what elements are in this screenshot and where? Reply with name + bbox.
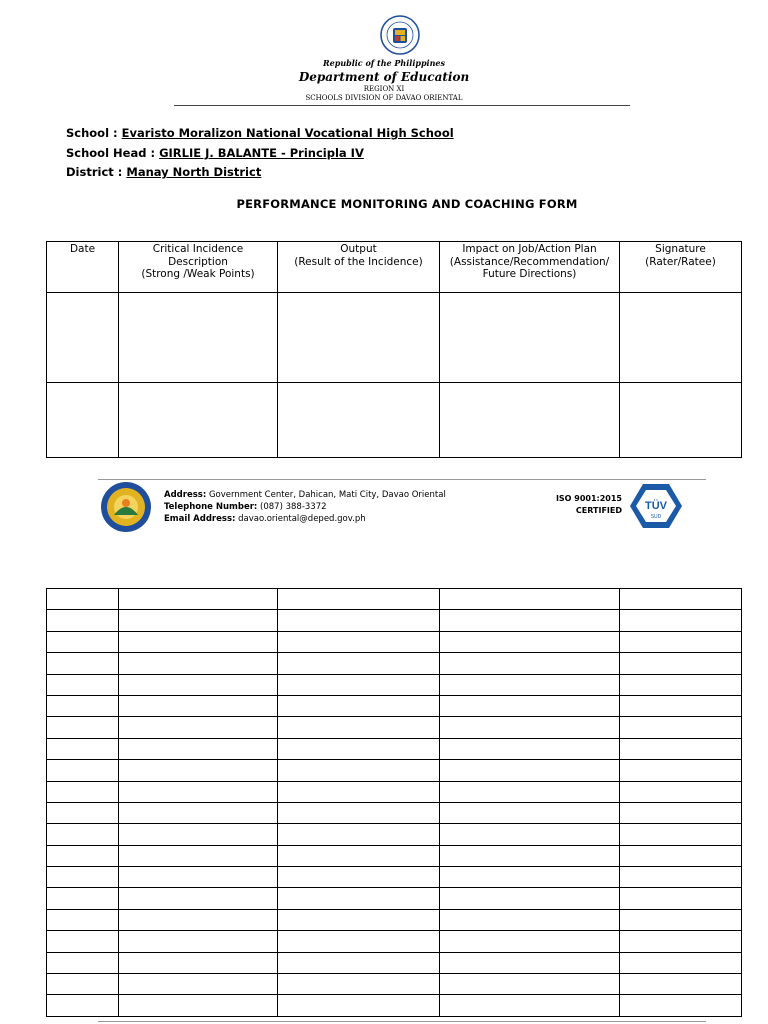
table-cell[interactable]: [620, 717, 742, 738]
table-cell[interactable]: [440, 653, 620, 674]
footer-email: [164, 514, 366, 524]
table-cell[interactable]: [620, 610, 742, 631]
table-cell[interactable]: [47, 293, 119, 383]
table-cell[interactable]: [47, 610, 119, 631]
table-cell[interactable]: [119, 802, 278, 823]
iso-label: ISO 9001:2015: [555, 494, 622, 503]
table-cell[interactable]: [278, 738, 440, 759]
email-value: davao.oriental@deped.gov.ph: [238, 514, 366, 524]
table-cell[interactable]: [620, 888, 742, 909]
table-row: [47, 738, 742, 759]
table-cell[interactable]: [278, 610, 440, 631]
bottom-divider: [98, 1021, 706, 1022]
table-cell[interactable]: [119, 952, 278, 973]
table-row: [47, 610, 742, 631]
table-cell[interactable]: [119, 674, 278, 695]
division-seal-logo: [100, 481, 152, 533]
table-cell[interactable]: [278, 995, 440, 1016]
table-cell[interactable]: [620, 738, 742, 759]
address-value: Government Center, Dahican, Mati City, Davao Oriental: [208, 490, 446, 500]
footer-divider: [98, 479, 706, 480]
col-header-line: Output: [340, 243, 377, 255]
table-cell[interactable]: [278, 653, 440, 674]
tuv-certification-logo: [629, 483, 683, 529]
table-row: [47, 802, 742, 823]
table-cell[interactable]: [440, 995, 620, 1016]
table-cell[interactable]: [440, 674, 620, 695]
table-cell[interactable]: [47, 802, 119, 823]
table-cell[interactable]: [440, 845, 620, 866]
district-value: Manay North District: [126, 165, 262, 179]
table-cell[interactable]: [278, 824, 440, 845]
table-cell[interactable]: [440, 383, 620, 458]
table-cell[interactable]: [119, 383, 278, 458]
table-cell[interactable]: [440, 738, 620, 759]
table-cell[interactable]: [440, 695, 620, 716]
table-cell[interactable]: [47, 674, 119, 695]
table-cell[interactable]: [440, 824, 620, 845]
table-cell[interactable]: [620, 995, 742, 1016]
table-cell[interactable]: [440, 610, 620, 631]
table-cell[interactable]: [47, 931, 119, 952]
table-cell[interactable]: [119, 631, 278, 652]
table-cell[interactable]: [119, 995, 278, 1016]
table-row: [47, 888, 742, 909]
table-cell[interactable]: [620, 845, 742, 866]
table-cell[interactable]: [278, 589, 440, 610]
table-cell[interactable]: [440, 631, 620, 652]
col-header-output: [278, 242, 440, 293]
table-cell[interactable]: [278, 631, 440, 652]
table-cell[interactable]: [47, 383, 119, 458]
col-header-signature: [620, 242, 742, 293]
table-cell[interactable]: [47, 717, 119, 738]
table-cell[interactable]: [278, 674, 440, 695]
table-cell[interactable]: [47, 589, 119, 610]
school-head-value: GIRLIE J. BALANTE - Principla IV: [159, 146, 364, 160]
table-cell[interactable]: [620, 383, 742, 458]
table-cell[interactable]: [440, 802, 620, 823]
table-cell[interactable]: [47, 824, 119, 845]
table-cell[interactable]: [620, 674, 742, 695]
address-label: Address:: [164, 490, 207, 500]
table-cell[interactable]: [47, 631, 119, 652]
table-cell[interactable]: [278, 717, 440, 738]
table-cell[interactable]: [440, 952, 620, 973]
table-header-row: [47, 242, 742, 293]
table-cell[interactable]: [47, 909, 119, 930]
iso-certified: CERTIFIED: [575, 506, 622, 515]
table-row: [47, 293, 742, 383]
table-cell[interactable]: [440, 717, 620, 738]
table-cell[interactable]: [440, 293, 620, 383]
telephone-value: (087) 388-3372: [260, 502, 327, 512]
school-line: [66, 126, 454, 140]
table-cell[interactable]: [620, 293, 742, 383]
table-row: [47, 695, 742, 716]
table-cell[interactable]: [47, 888, 119, 909]
school-label: School :: [66, 126, 122, 140]
table-cell[interactable]: [119, 974, 278, 995]
table-cell[interactable]: [620, 974, 742, 995]
deped-seal-logo: [380, 15, 420, 55]
table-row: [47, 824, 742, 845]
table-cell[interactable]: [119, 909, 278, 930]
header-division: SCHOOLS DIVISION OF DAVAO ORIENTAL: [305, 94, 463, 102]
table-cell[interactable]: [119, 867, 278, 888]
header-region: REGION XI: [363, 85, 405, 93]
table-cell[interactable]: [119, 653, 278, 674]
table-cell[interactable]: [119, 738, 278, 759]
col-header-line: Description: [168, 255, 228, 268]
table-cell[interactable]: [440, 781, 620, 802]
table-cell[interactable]: [440, 888, 620, 909]
table-cell[interactable]: [278, 974, 440, 995]
table-cell[interactable]: [278, 888, 440, 909]
table-cell[interactable]: [278, 293, 440, 383]
table-cell[interactable]: [620, 952, 742, 973]
table-cell[interactable]: [47, 781, 119, 802]
col-header-line: Impact on Job/Action Plan: [462, 243, 597, 255]
table-row: [47, 909, 742, 930]
table-row: [47, 383, 742, 458]
table-cell[interactable]: [47, 867, 119, 888]
col-header-line: Critical Incidence: [152, 243, 244, 255]
table-cell[interactable]: [47, 974, 119, 995]
email-label: Email Address:: [164, 514, 236, 524]
table-cell[interactable]: [440, 974, 620, 995]
table-cell[interactable]: [440, 931, 620, 952]
table-cell[interactable]: [440, 909, 620, 930]
col-header-line: Future Directions): [482, 268, 577, 280]
table-cell[interactable]: [47, 845, 119, 866]
col-header-critical-incidence: [119, 242, 278, 293]
table-row: [47, 760, 742, 781]
table-cell[interactable]: [278, 952, 440, 973]
table-row: [47, 931, 742, 952]
continuation-table: [46, 588, 742, 1017]
table-cell[interactable]: [119, 824, 278, 845]
table-row: [47, 653, 742, 674]
table-cell[interactable]: [119, 695, 278, 716]
district-label: District :: [66, 165, 127, 179]
table-row: [47, 589, 742, 610]
table-cell[interactable]: [620, 695, 742, 716]
table-row: [47, 995, 742, 1016]
header-divider: [174, 105, 630, 106]
table-cell[interactable]: [47, 760, 119, 781]
table-cell[interactable]: [440, 760, 620, 781]
table-cell[interactable]: [47, 738, 119, 759]
col-header-line: Date: [69, 243, 96, 255]
col-header-line: (Result of the Incidence): [294, 255, 423, 268]
school-value: Evaristo Moralizon National Vocational High School: [121, 126, 454, 140]
table-cell[interactable]: [620, 931, 742, 952]
table-cell[interactable]: [119, 760, 278, 781]
district-line: [66, 165, 261, 179]
col-header-date: [47, 242, 119, 293]
telephone-label: Telephone Number:: [164, 502, 258, 512]
table-cell[interactable]: [119, 610, 278, 631]
table-cell[interactable]: [47, 995, 119, 1016]
table-cell[interactable]: [278, 383, 440, 458]
school-head-label: School Head :: [66, 146, 160, 160]
table-cell[interactable]: [119, 845, 278, 866]
table-row: [47, 867, 742, 888]
coaching-table: [46, 241, 742, 458]
table-row: [47, 845, 742, 866]
footer-address: [164, 490, 446, 500]
form-title: PERFORMANCE MONITORING AND COACHING FORM: [236, 197, 578, 211]
tuv-sub: SUD: [650, 514, 662, 520]
table-cell[interactable]: [440, 867, 620, 888]
table-cell[interactable]: [119, 781, 278, 802]
tuv-mark: TÜV: [645, 500, 667, 512]
col-header-impact: [440, 242, 620, 293]
table-cell[interactable]: [278, 802, 440, 823]
table-cell[interactable]: [620, 760, 742, 781]
table-cell[interactable]: [440, 589, 620, 610]
table-cell[interactable]: [278, 909, 440, 930]
col-header-line: (Strong /Weak Points): [141, 268, 255, 280]
header-department: Department of Education: [298, 70, 470, 84]
table-cell[interactable]: [278, 695, 440, 716]
continuation-table-body: [47, 589, 742, 1017]
table-cell[interactable]: [620, 824, 742, 845]
table-cell[interactable]: [278, 760, 440, 781]
table-row: [47, 781, 742, 802]
table-row: [47, 952, 742, 973]
table-cell[interactable]: [47, 695, 119, 716]
table-cell[interactable]: [119, 888, 278, 909]
table-cell[interactable]: [47, 952, 119, 973]
col-header-line: Signature: [655, 243, 706, 255]
table-cell[interactable]: [620, 781, 742, 802]
table-cell[interactable]: [620, 802, 742, 823]
table-cell[interactable]: [620, 653, 742, 674]
col-header-line: (Rater/Ratee): [645, 255, 716, 268]
table-cell[interactable]: [119, 717, 278, 738]
table-cell[interactable]: [119, 931, 278, 952]
col-header-line: (Assistance/Recommendation/: [449, 255, 610, 268]
header-republic: Republic of the Philippines: [322, 58, 445, 68]
table-cell[interactable]: [620, 589, 742, 610]
footer-telephone: [164, 502, 327, 512]
table-cell[interactable]: [620, 631, 742, 652]
table-cell[interactable]: [119, 293, 278, 383]
table-row: [47, 717, 742, 738]
table-cell[interactable]: [278, 781, 440, 802]
table-cell[interactable]: [47, 653, 119, 674]
table-cell[interactable]: [278, 845, 440, 866]
table-cell[interactable]: [278, 931, 440, 952]
table-row: [47, 974, 742, 995]
table-cell[interactable]: [620, 909, 742, 930]
table-row: [47, 631, 742, 652]
table-row: [47, 674, 742, 695]
school-head-line: [66, 146, 364, 160]
table-cell[interactable]: [278, 867, 440, 888]
table-cell[interactable]: [119, 589, 278, 610]
table-cell[interactable]: [620, 867, 742, 888]
